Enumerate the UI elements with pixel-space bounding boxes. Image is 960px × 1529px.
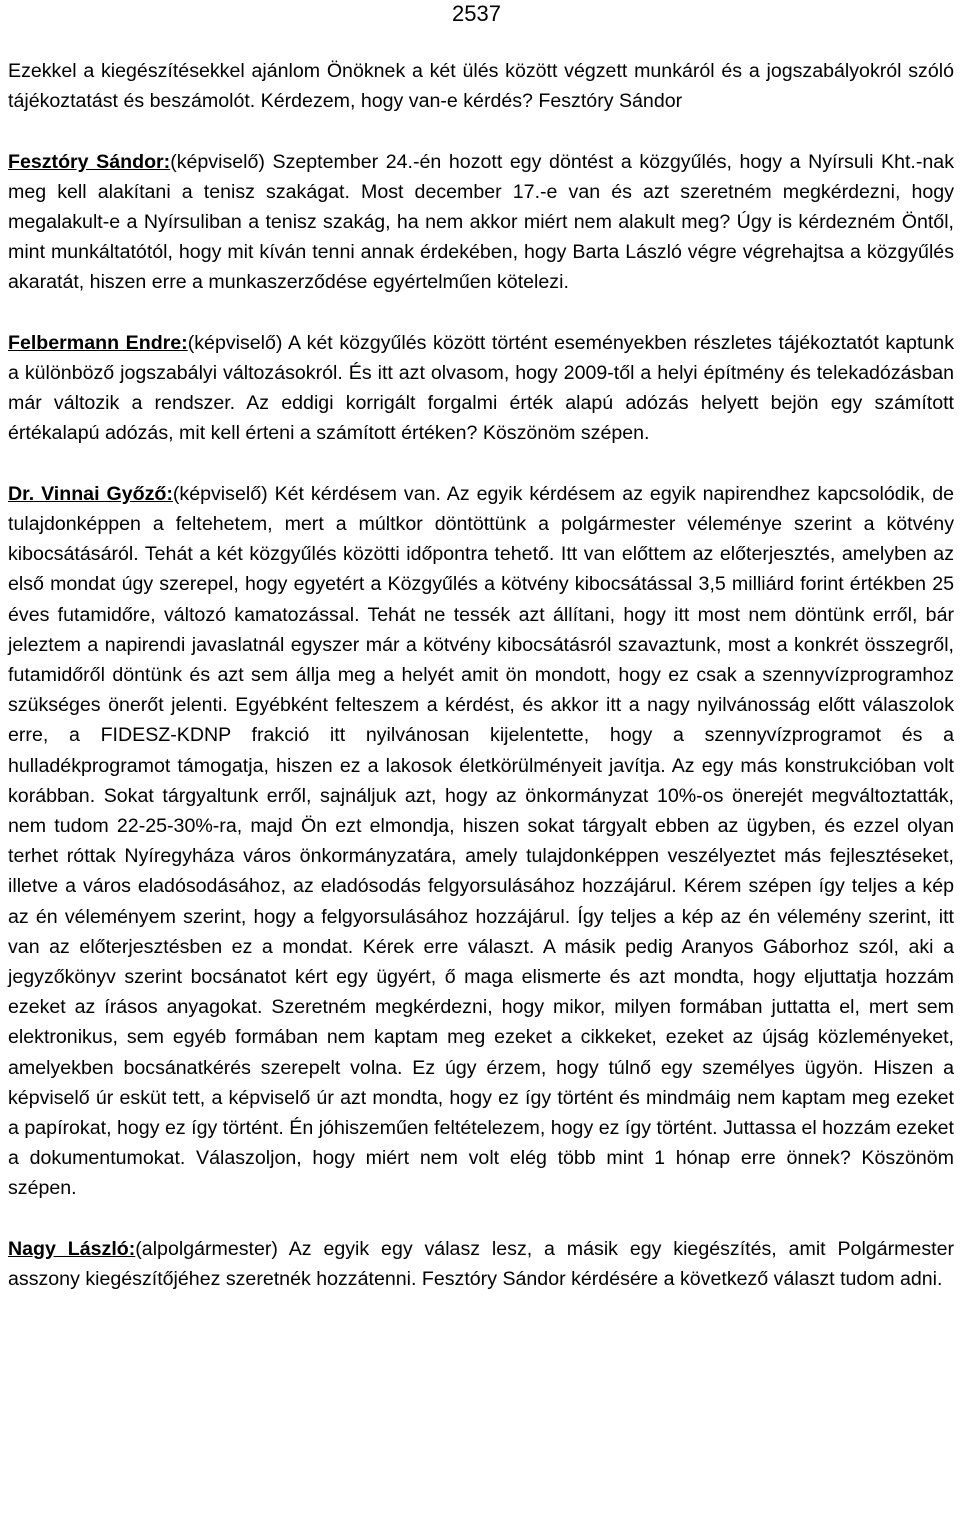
speaker-role: (képviselő) — [172, 482, 268, 505]
paragraph-text: A két közgyűlés között történt eseményekben részletes tájékoztatót kaptunk a különböző jogszabályi változásokról. És itt azt olvasom, hogy 2009-től a helyi építmény és telekadózásban már változik a rendszer. Az eddigi korrigált forgalmi érték alapú adózás helyett bejön egy számított értékalapú adózás, mit kell érteni a számított értéken? Köszönöm szépen. — [8, 331, 954, 445]
paragraph-text: Ezekkel a kiegészítésekkel ajánlom Önöknek a két ülés között végzett munkáról és a jogszabályokról szóló tájékoztatást és beszámolót. Kérdezem, hogy van-e kérdés? Fesztóry Sándor — [8, 60, 954, 113]
speaker-name: Dr. Vinnai Győző: — [8, 482, 173, 505]
paragraph-nagy — [8, 1234, 954, 1294]
paragraph-text: Két kérdésem van. Az egyik kérdésem az egyik napirendhez kapcsolódik, de tulajdonképpen a feltehetem, mert a múltkor döntöttünk a polgármester véleménye szerint a kötvény kibocsátásáról. Tehát a két közgyűlés közötti időpontra tehető. Itt van előttem az előterjesztés, amelyben az első mondat úgy szerepel, hogy egyetért a Közgyűlés a kötvény kibocsátással 3,5 milliárd forint értékben 25 éves futamidőre, változó kamatozással. Tehát ne tessék azt állítani, hogy itt most nem döntünk erről, bár jeleztem a napirendi javaslatnál egyszer már a kötvény kibocsátásról szavaztunk, most a konkrét összegről, futamidőről döntünk és azt sem állja meg a helyét amit ön mondott, hogy ez csak a szennyvízprogramhoz szükséges önerőt jelenti. Egyébként felteszem a kérdést, és akkor itt a nagy nyilvánosság előtt válaszolok erre, a FIDESZ-KDNP frakció itt nyilvánosan kijelentette, hogy a szennyvízprogramot és a hulladékprogramot támogatja, hiszen ez a lakosok életkörülményeit javítja. Az egy más konstrukcióban volt korábban. Sokat tárgyaltunk erről, sajnáljuk azt, hogy az önkormányzat 10%-os önerejét megváltoztatták, nem tudom 22-25-30%-ra, majd Ön ezt elmondja, hiszen sokat tárgyalt ebben az ügyben, és ezzel olyan terhet róttak Nyíregyháza város önkormányzatára, amely tulajdonképpen veszélyeztet más fejlesztéseket, illetve a város eladósodásához, az eladósodás felgyorsulásához hozzájárul. Kérem szépen így teljes a kép az én véleményem szerint, hogy a felgyorsulásához hozzájárul. Így teljes a kép az én vélemény szerint, itt van az előterjesztésben ez a mondat. Kérek erre választ. A másik pedig Aranyos Gáborhoz szól, aki a jegyzőkönyv szerint bocsánatot kért egy ügyért, ő maga elismerte és azt mondta, hogy eljuttatja hozzám ezeket az írásos anyagokat. Szeretném megkérdezni, hogy mikor, milyen formában juttatta el, mert sem elektronikus, sem egyéb formában nem kaptam meg ezeket a cikkeket, ezeket az újság közleményeket, amelyekben bocsánatkérés szerepelt volna. Ez úgy érzem, hogy túlnő egy személyes ügyön. Hiszen a képviselő úr esküt tett, a képviselő úr azt mondta, hogy ez így történt és mindmáig nem kaptam meg ezeket a papírokat, hogy ez így történt. Én jóhiszeműen feltételezem, hogy ez így történt. Juttassa el hozzám ezeket a dokumentumokat. Válaszoljon, hogy miért nem volt elég több mint 1 hónap erre önnek? Köszönöm szépen. — [8, 482, 954, 1200]
paragraph-text: Az egyik egy válasz lesz, a másik egy kiegészítés, amit Polgármester asszony kiegészítőjéhez szeretnék hozzátenni. Fesztóry Sándor kérdésére a következő választ tudom adni. — [8, 1237, 954, 1291]
speaker-role: (képviselő) — [170, 150, 265, 173]
speaker-name: Nagy László: — [8, 1237, 136, 1260]
speaker-name: Felbermann Endre: — [8, 331, 188, 354]
document-body — [8, 56, 954, 1324]
paragraph-fesztory — [8, 147, 954, 298]
paragraph-felbermann — [8, 328, 954, 449]
paragraph-text: Szeptember 24.-én hozott egy döntést a közgyűlés, hogy a Nyírsuli Kht.-nak meg kell alakítani a tenisz szakágat. Most december 17.-e van és azt szeretném megkérdezni, hogy megalakult-e a Nyírsuliban a tenisz szakág, ha nem akkor miért nem alakult meg? Úgy is kérdezném Öntől, mint munkáltatótól, hogy mit kíván tenni annak érdekében, hogy Barta László végre végrehajtsa a közgyűlés akaratát, hiszen erre a munkaszerződése egyértelműen kötelezi. — [8, 150, 954, 294]
paragraph-vinnai — [8, 479, 954, 1204]
speaker-role: (képviselő) — [187, 331, 283, 354]
paragraph-intro — [8, 56, 954, 116]
speaker-name: Fesztóry Sándor: — [8, 150, 171, 173]
speaker-role: (alpolgármester) — [135, 1237, 278, 1260]
page-number: 2537 — [452, 1, 501, 26]
